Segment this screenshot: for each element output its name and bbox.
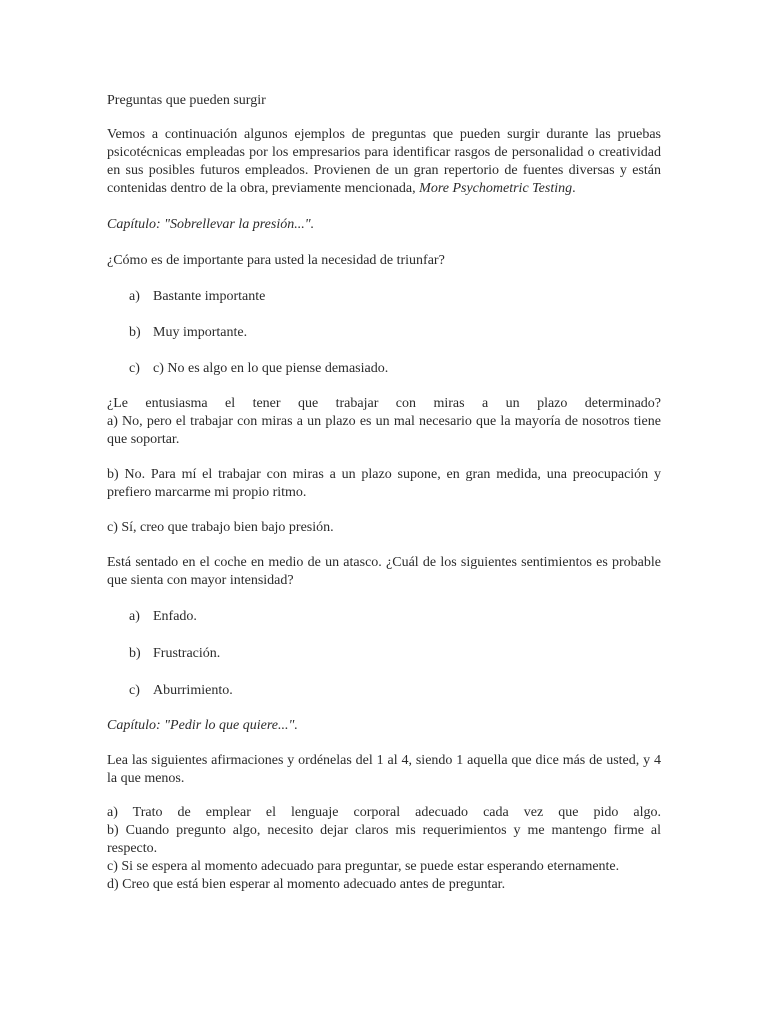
question-3-options (107, 608, 661, 700)
option-marker: b) (129, 325, 141, 340)
question-2-option-b: b) No. Para mí el trabajar con miras a un plazo supone, en gran medida, una preocupación y prefiero marcarme mi propio ritmo. (107, 467, 661, 500)
intro-end: . (572, 181, 576, 196)
book-title: More Psychometric Testing (419, 181, 573, 196)
chapter-heading-2: Capítulo: "Pedir lo que quiere...". (107, 718, 298, 733)
question-2-option-c: c) Sí, creo que trabajo bien bajo presión. (107, 520, 334, 535)
document-heading: Preguntas que pueden surgir (107, 93, 266, 108)
option-text: Muy importante. (153, 325, 248, 340)
option-marker: a) (129, 289, 140, 304)
option-marker: a) (129, 609, 140, 624)
option-text: Frustración. (153, 646, 221, 661)
list-item (107, 288, 661, 306)
question-1: ¿Cómo es de importante para usted la necesidad de triunfar? (107, 253, 445, 268)
list-item (107, 682, 661, 700)
intro-paragraph (107, 126, 661, 198)
question-1-options (107, 288, 661, 378)
option-marker: c) (129, 683, 140, 698)
question-3: Está sentado en el coche en medio de un atasco. ¿Cuál de los siguientes sentimientos es probable que sienta con mayor intensidad? (107, 555, 661, 588)
document-page (107, 92, 661, 894)
option-marker: b) (129, 646, 141, 661)
list-item (107, 608, 661, 626)
question-2: ¿Le entusiasma el tener que trabajar con miras a un plazo determinado? (107, 396, 661, 411)
option-text: Aburrimiento. (153, 683, 233, 698)
question-4-statement-d: d) Creo que está bien esperar al momento adecuado antes de preguntar. (107, 877, 506, 892)
question-2-option-a: a) No, pero el trabajar con miras a un plazo es un mal necesario que la mayoría de nosotros tiene que soportar. (107, 414, 661, 447)
option-text: Enfado. (153, 609, 197, 624)
chapter-heading-1: Capítulo: "Sobrellevar la presión...". (107, 217, 315, 232)
question-4-statement-b: b) Cuando pregunto algo, necesito dejar claros mis requerimientos y me mantengo firme al respecto. (107, 823, 661, 856)
option-text: Bastante importante (153, 289, 266, 304)
question-4-statement-c: c) Si se espera al momento adecuado para preguntar, se puede estar esperando eternamente. (107, 859, 620, 874)
list-item (107, 645, 661, 663)
option-text: c) No es algo en lo que piense demasiado. (153, 361, 389, 376)
list-item (107, 324, 661, 342)
option-marker: c) (129, 361, 140, 376)
question-4: Lea las siguientes afirmaciones y ordénelas del 1 al 4, siendo 1 aquella que dice más de usted, y 4 la que menos. (107, 753, 661, 786)
intro-text: Vemos a continuación algunos ejemplos de preguntas que pueden surgir durante las pruebas psicotécnicas empleadas por los empresarios para identificar rasgos de personalidad o creatividad en sus posibles futuros empleados. Provienen de un gran repertorio de fuentes diversas y están contenidas dentro de la obra, previamente mencionada, (107, 127, 661, 196)
list-item (107, 360, 661, 378)
question-4-statement-a: a) Trato de emplear el lenguaje corporal adecuado cada vez que pido algo. (107, 805, 661, 820)
